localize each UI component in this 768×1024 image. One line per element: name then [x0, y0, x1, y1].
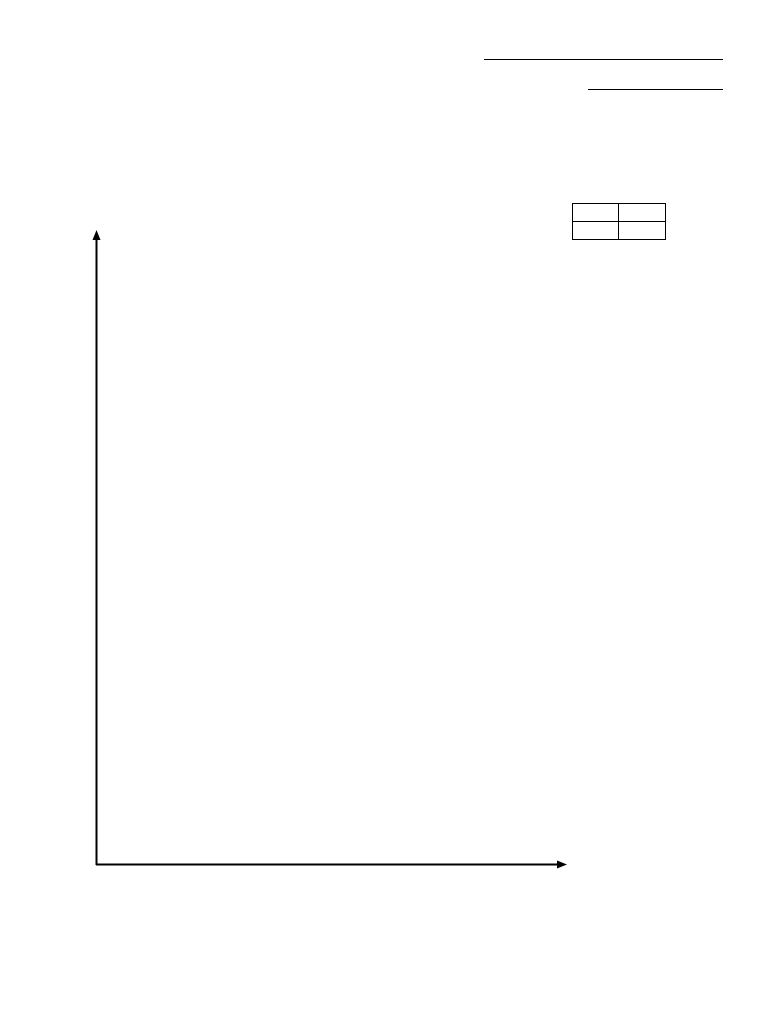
x-axis-arrow	[557, 861, 567, 869]
y-axis-arrow	[93, 230, 101, 240]
